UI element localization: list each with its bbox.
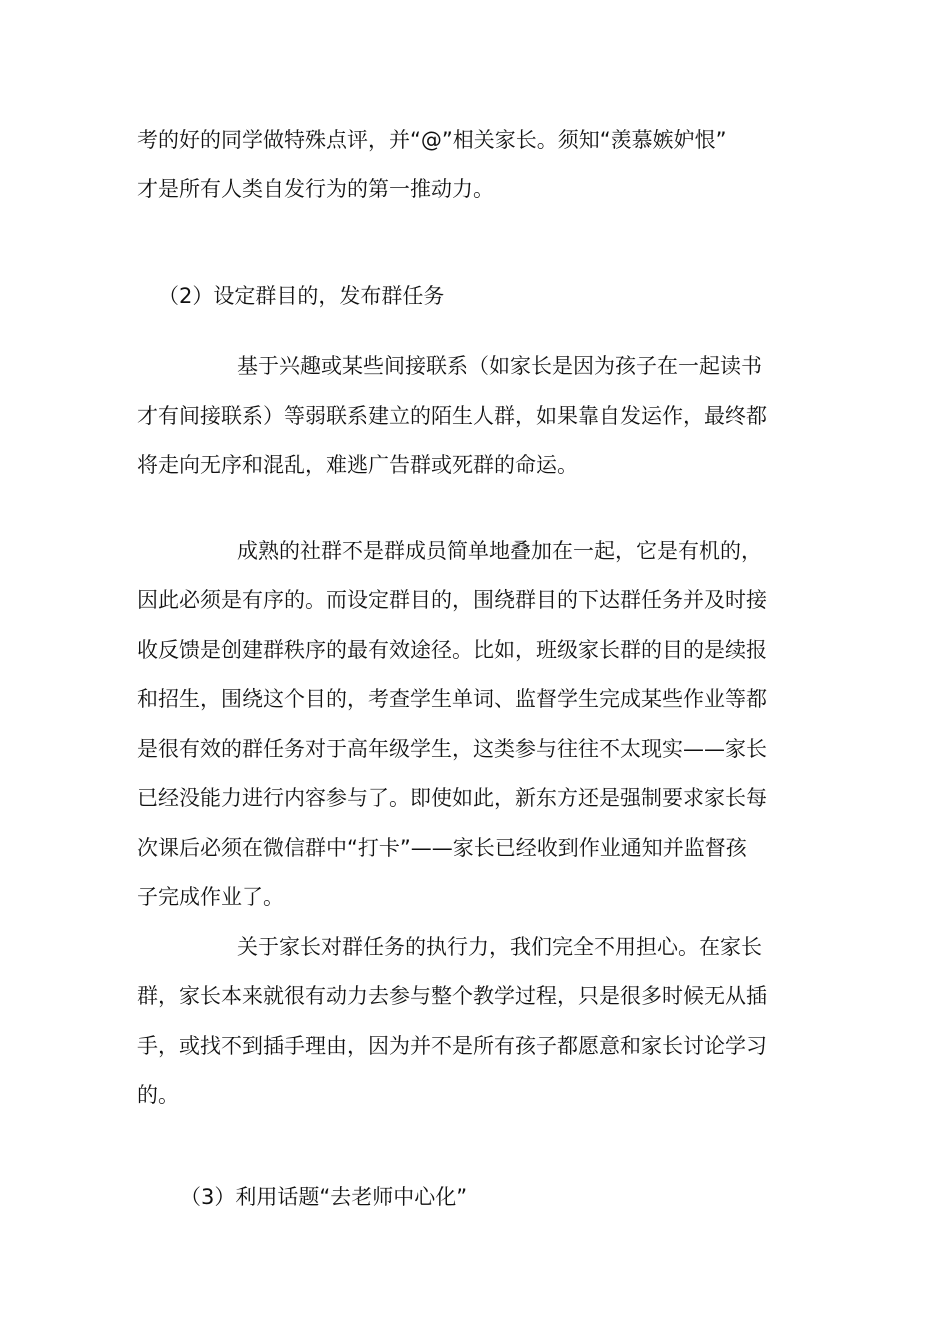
paragraph-3-line-7: 次课后必须在微信群中“打卡”——家长已经收到作业通知并监督孩 [137,836,747,860]
paragraph-3-line-4: 和招生，围绕这个目的，考查学生单词、监督学生完成某些作业等都 [137,687,767,711]
paragraph-4-line-1: 关于家长对群任务的执行力，我们完全不用担心。在家长 [237,935,762,959]
paragraph-3-line-8: 子完成作业了。 [137,885,284,909]
paragraph-4-line-4: 的。 [137,1083,179,1107]
paragraph-2-line-2: 才有间接联系）等弱联系建立的陌生人群，如果靠自发运作，最终都 [137,404,767,428]
paragraph-3-line-6: 已经没能力进行内容参与了。即使如此，新东方还是强制要求家长每 [137,786,767,810]
paragraph-2-line-1: 基于兴趣或某些间接联系（如家长是因为孩子在一起读书 [237,354,762,378]
paragraph-2-line-3: 将走向无序和混乱，难逃广告群或死群的命运。 [137,453,578,477]
paragraph-3-line-2: 因此必须是有序的。而设定群目的，围绕群目的下达群任务并及时接 [137,588,767,612]
paragraph-3-line-5: 是很有效的群任务对于高年级学生，这类参与往往不太现实——家长 [137,737,767,761]
paragraph-4-line-2: 群，家长本来就很有动力去参与整个教学过程，只是很多时候无从插 [137,984,767,1008]
paragraph-4-line-3: 手，或找不到插手理由，因为并不是所有孩子都愿意和家长讨论学习 [137,1034,767,1058]
paragraph-3-line-3: 收反馈是创建群秩序的最有效途径。比如，班级家长群的目的是续报 [137,638,767,662]
paragraph-1-line-1: 考的好的同学做特殊点评，并“@”相关家长。须知“羡慕嫉妒恨” [137,128,727,152]
paragraph-3-line-1: 成熟的社群不是群成员简单地叠加在一起，它是有机的， [237,539,762,563]
section-heading-3: （3）利用话题“去老师中心化” [180,1185,468,1209]
paragraph-1-line-2: 才是所有人类自发行为的第一推动力。 [137,177,494,201]
section-heading-2: （2）设定群目的，发布群任务 [158,284,445,308]
